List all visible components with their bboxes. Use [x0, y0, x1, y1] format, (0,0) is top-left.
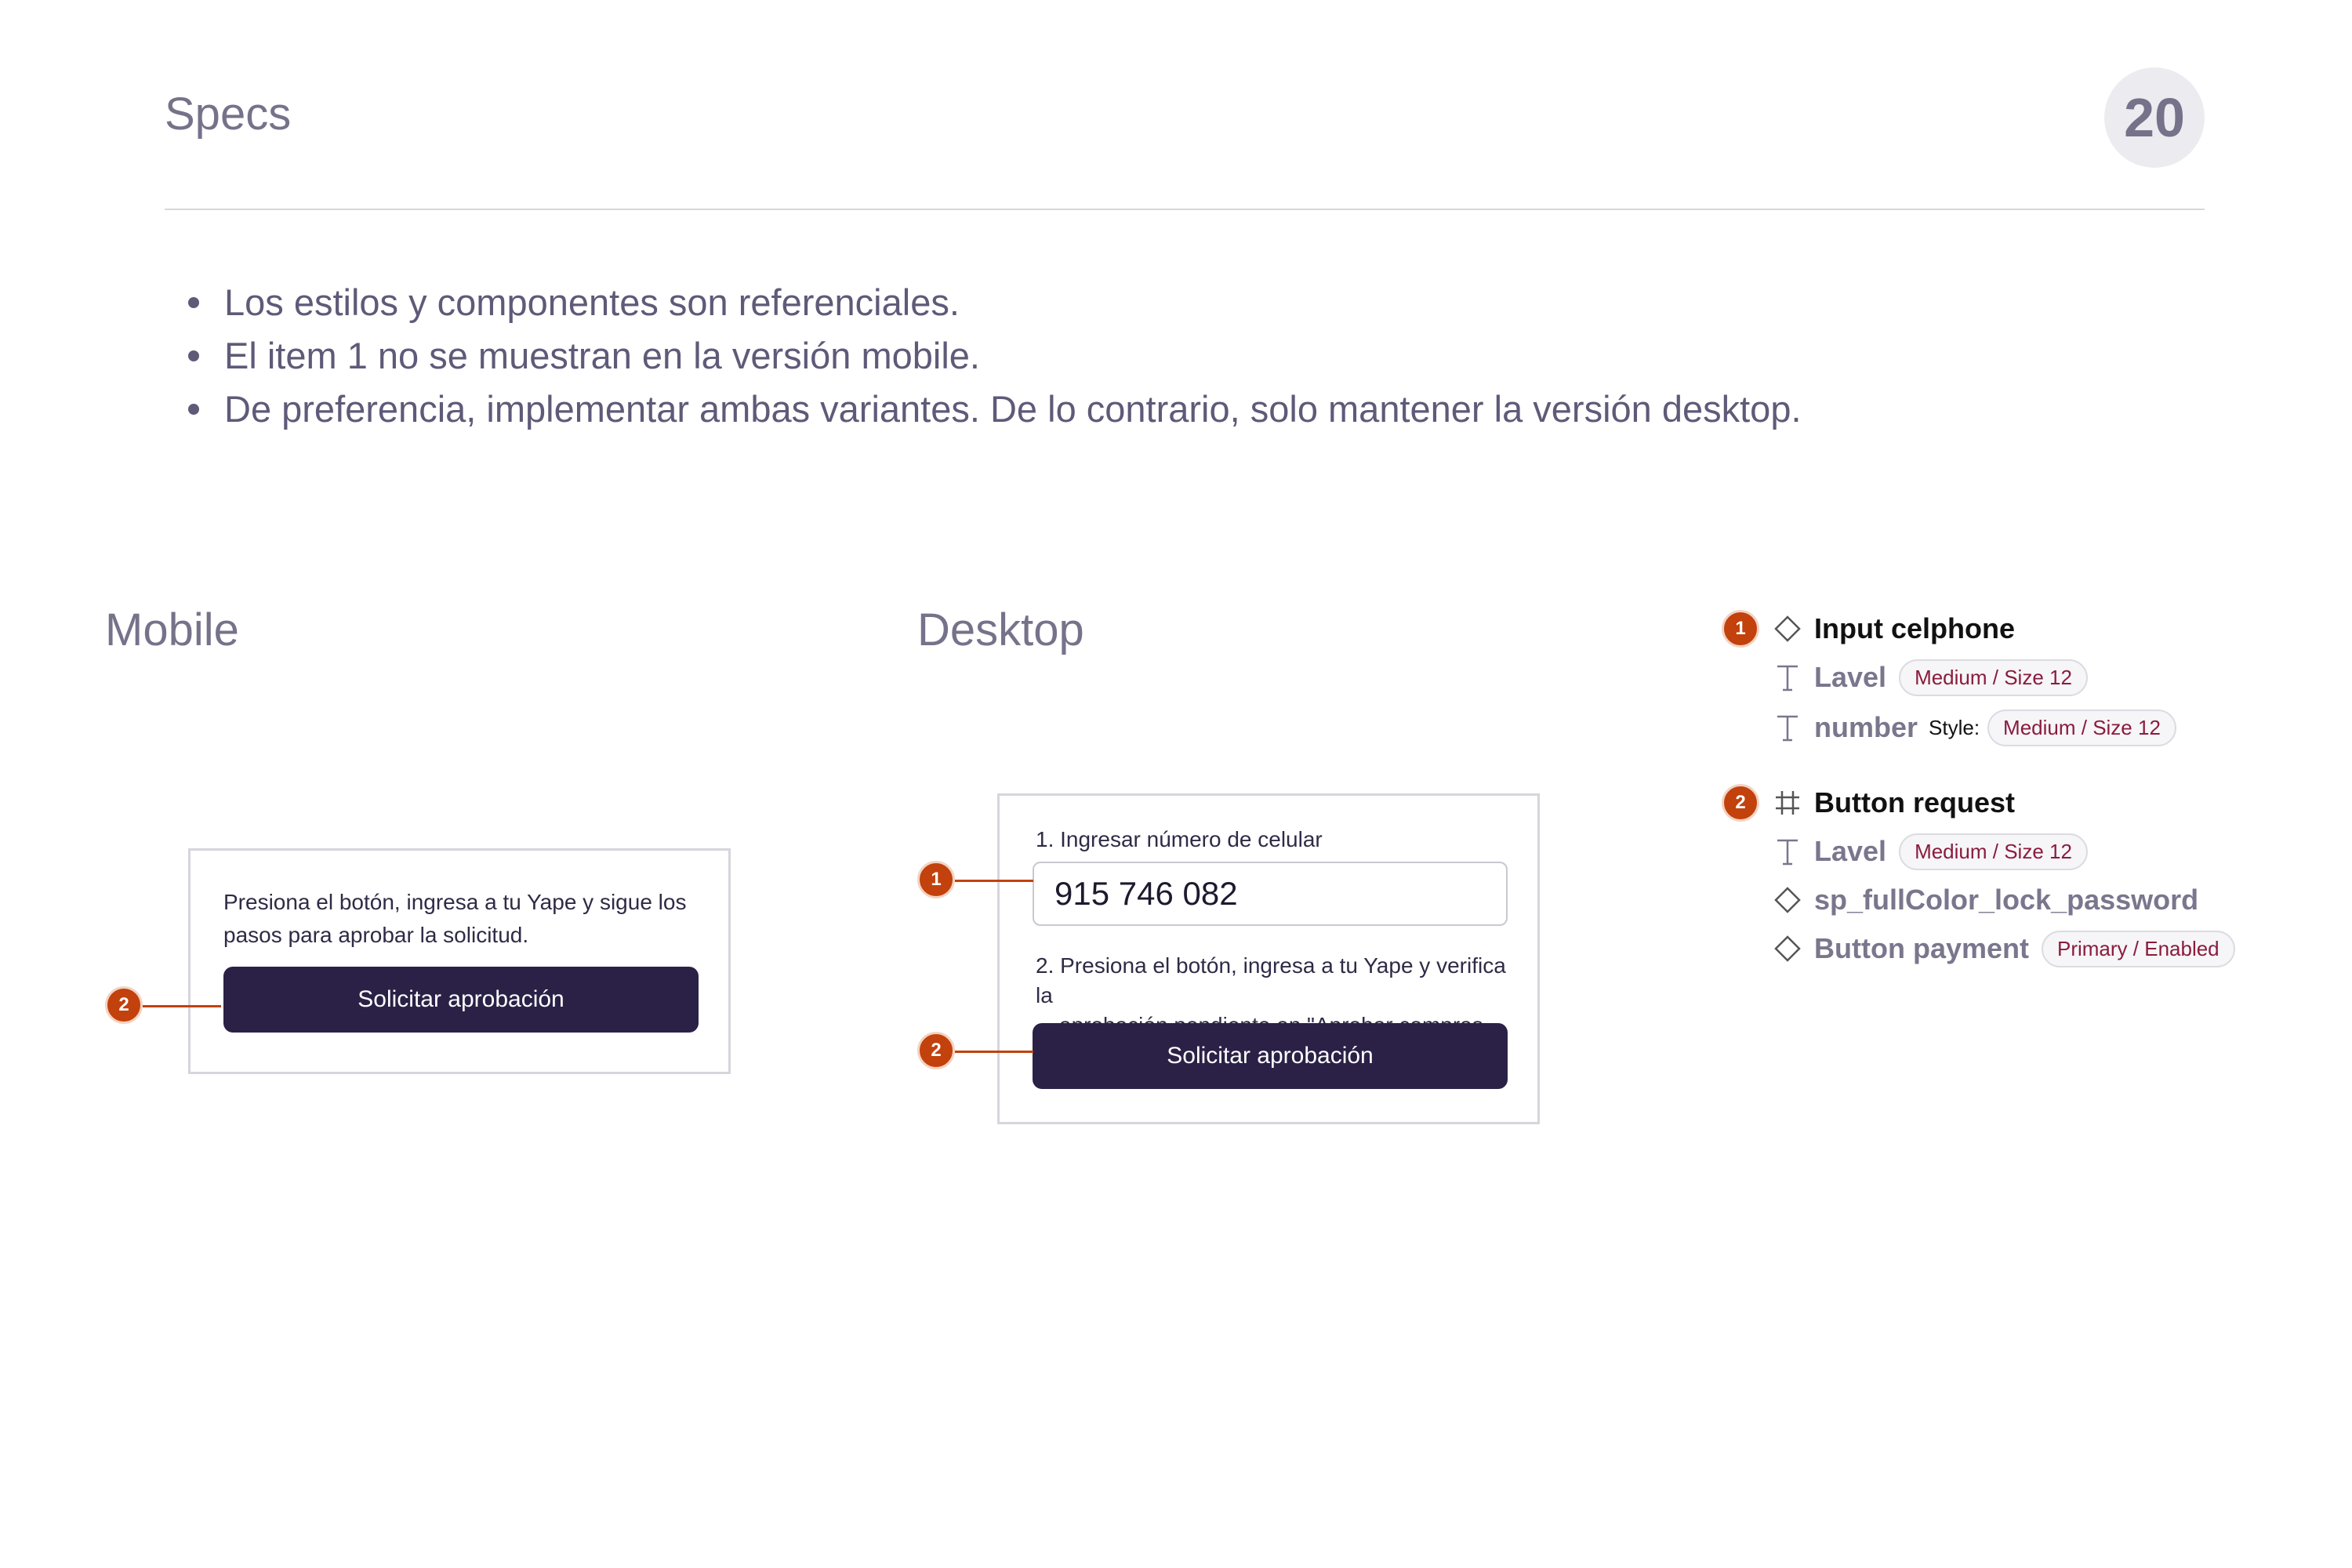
notes-list — [183, 276, 1802, 436]
desktop-badge-2: 2 — [917, 1032, 955, 1069]
desktop-badge-1: 1 — [917, 861, 955, 898]
text-type-icon — [1772, 662, 1803, 693]
legend-group2-title: Button request — [1814, 786, 2015, 818]
style-label: Style: — [1929, 715, 1980, 739]
mobile-request-button[interactable]: Solicitar aprobación — [223, 967, 699, 1033]
legend-group2-item — [1772, 928, 2235, 969]
desktop-section-title: Desktop — [917, 604, 1084, 655]
mobile-connector-2 — [143, 1005, 221, 1007]
style-chip: Medium / Size 12 — [1899, 833, 2088, 870]
page-title: Specs — [165, 89, 292, 140]
legend-group1-item — [1772, 657, 2088, 698]
page-number: 20 — [2104, 67, 2205, 168]
desktop-connector-1 — [955, 880, 1033, 882]
legend-item-name: Button payment — [1814, 932, 2029, 964]
mobile-badge-2: 2 — [105, 986, 143, 1024]
desktop-connector-2 — [955, 1051, 1033, 1053]
step1-label: 1. Ingresar número de celular — [1036, 827, 1323, 851]
legend-item-name: number — [1814, 711, 1918, 743]
legend-group1-title: Input celphone — [1814, 612, 2015, 644]
step2-line1: 2. Presiona el botón, ingresa a tu Yape y verifica la — [1036, 953, 1506, 1007]
legend-item-name: sp_fullColor_lock_password — [1814, 884, 2199, 916]
phone-input[interactable]: 915 746 082 — [1033, 862, 1508, 926]
header-divider — [165, 209, 2205, 210]
note-item: De preferencia, implementar ambas variantes. De lo contrario, solo mantener la versión desktop. — [183, 383, 1802, 436]
legend-group1-item — [1772, 707, 2176, 748]
legend-group2-header — [1772, 784, 2015, 822]
frame-hash-icon — [1772, 787, 1803, 818]
style-chip: Primary / Enabled — [2042, 931, 2235, 967]
legend-badge-2: 2 — [1722, 784, 1759, 822]
text-type-icon — [1772, 836, 1803, 867]
diamond-icon — [1772, 884, 1803, 916]
mobile-section-title: Mobile — [105, 604, 239, 655]
desktop-request-button[interactable]: Solicitar aprobación — [1033, 1023, 1508, 1089]
mobile-description: Presiona el botón, ingresa a tu Yape y sigue los pasos para aprobar la solicitud. — [223, 890, 687, 947]
style-chip: Medium / Size 12 — [1987, 710, 2176, 746]
legend-badge-1: 1 — [1722, 610, 1759, 648]
legend-item-name: Lavel — [1814, 835, 1887, 867]
note-item: El item 1 no se muestran en la versión mobile. — [183, 329, 1802, 383]
legend-group2-item — [1772, 831, 2088, 872]
note-item: Los estilos y componentes son referenciales. — [183, 276, 1802, 329]
text-type-icon — [1772, 712, 1803, 743]
diamond-icon — [1772, 613, 1803, 644]
diamond-icon — [1772, 933, 1803, 964]
desktop-frame — [997, 793, 1540, 1124]
legend-group1-header — [1772, 610, 2015, 648]
style-chip: Medium / Size 12 — [1899, 659, 2088, 696]
mobile-frame — [188, 848, 731, 1074]
legend-group2-item — [1772, 880, 2198, 920]
legend-item-name: Lavel — [1814, 661, 1887, 693]
